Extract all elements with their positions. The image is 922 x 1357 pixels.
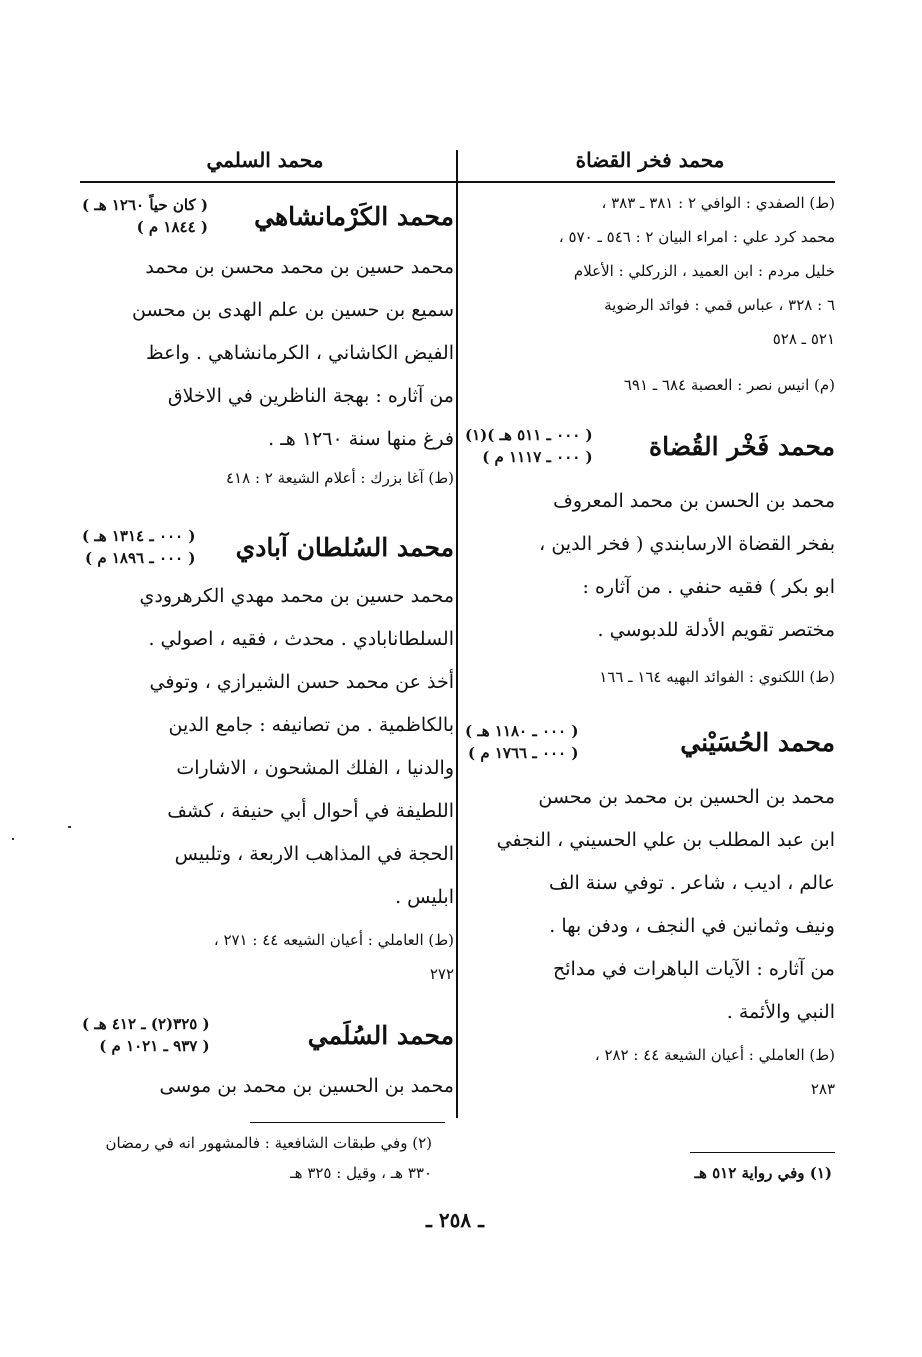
entry-dates <box>82 194 208 238</box>
column-divider <box>456 150 458 1118</box>
footnote-rule-right <box>690 1152 835 1153</box>
dates-hijri: ( ٠٠٠ ـ ٥١١ هـ )(١) <box>465 426 593 444</box>
entry-name: محمد الكَرْمانشاهي <box>254 201 454 231</box>
source-line: (ط) اللكنوي : الفوائد البهيه ١٦٤ ـ ١٦٦ <box>599 668 835 686</box>
dates-hijri: ( كان حياً ١٢٦٠ هـ ) <box>82 196 208 214</box>
source-line: (ط) آغا بزرك : أعلام الشيعة ٢ : ٤١٨ <box>226 469 454 487</box>
entry-dates <box>82 525 195 569</box>
body-line: والدنيا ، الفلك المشحون ، الاشارات <box>176 757 454 779</box>
entry-heading <box>82 525 454 569</box>
body-line: ابن عبد المطلب بن علي الحسيني ، النجفي <box>496 829 835 851</box>
entry-heading <box>82 1013 454 1057</box>
source-line: ٥٢١ ـ ٥٢٨ <box>772 330 835 348</box>
body-line: محمد بن الحسين بن محمد بن موسى <box>159 1075 454 1097</box>
body-line: من آثاره : بهجة الناظرين في الاخلاق <box>167 385 454 407</box>
footnote-line: (٢) وفي طبقات الشافعية : فالمشهور انه في رمضان <box>105 1134 432 1152</box>
entry-dates <box>465 424 593 468</box>
source-line: (م) انيس نصر : العصبة ٦٨٤ ـ ٦٩١ <box>623 376 835 394</box>
dates-gregorian: ( ٩٣٧ ـ ١٠٢١ م ) <box>99 1037 210 1055</box>
body-line: ونيف وثمانين في النجف ، ودفن بها . <box>549 915 835 937</box>
source-line: خليل مردم : ابن العميد ، الزركلي : الأعلام <box>573 262 835 280</box>
entry-dates <box>82 1013 210 1057</box>
entry-heading <box>82 194 454 238</box>
dates-hijri: ( ٠٠٠ ـ ١١٨٠ هـ ) <box>465 722 579 740</box>
footnote-right: (١) وفي رواية ٥١٢ هـ <box>694 1164 832 1182</box>
dates-hijri: ( ٠٠٠ ـ ١٣١٤ هـ ) <box>82 527 196 545</box>
source-line: ٢٨٣ <box>810 1080 835 1098</box>
body-line: بالكاظمية . من تصانيفه : جامع الدين <box>168 714 454 736</box>
entry-name: محمد السُلطان آبادي <box>235 532 454 562</box>
body-line: من آثاره : الآيات الباهرات في مدائح <box>552 958 835 980</box>
source-line: (ط) العاملي : أعيان الشيعة ٤٤ : ٢٨٢ ، <box>594 1046 835 1064</box>
right-column <box>465 186 835 1106</box>
dates-gregorian: ( ٠٠٠ ـ ١٨٩٦ م ) <box>85 549 196 567</box>
source-line: ٢٧٢ <box>429 965 454 983</box>
body-line: محمد حسين بن محمد محسن بن محمد <box>145 256 454 278</box>
body-line: محمد بن الحسين بن محمد بن محسن <box>538 786 835 808</box>
footnote-line: ٣٣٠ هـ ، وقيل : ٣٢٥ هـ <box>290 1164 432 1182</box>
body-line: محمد بن الحسن بن محمد المعروف <box>553 490 835 512</box>
print-speck <box>68 826 71 828</box>
entry-name: محمد الحُسَيْني <box>680 727 835 757</box>
body-line: مختصر تقويم الأدلة للدبوسي . <box>597 619 835 641</box>
body-line: أخذ عن محمد حسن الشيرازي ، وتوفي <box>149 671 454 693</box>
body-line: الحجة في المذاهب الاربعة ، وتلبيس <box>174 843 454 865</box>
body-line: اللطيفة في أحوال أبي حنيفة ، كشف <box>167 800 454 822</box>
body-line: سميع بن حسين بن علم الهدى بن محسن <box>132 299 454 321</box>
source-line: ٦ : ٣٢٨ ، عباس قمي : فوائد الرضوية <box>604 296 835 314</box>
source-line: (ط) العاملي : أعيان الشيعه ٤٤ : ٢٧١ ، <box>213 931 454 949</box>
page-number: ـ ٢٥٨ ـ <box>426 1208 484 1232</box>
running-header-right: محمد فخر القضاة <box>575 148 725 172</box>
source-line: (ط) الصفدي : الوافي ٢ : ٣٨١ ـ ٣٨٣ ، <box>601 194 835 212</box>
entry-name: محمد فَخْر القُضاة <box>649 431 835 461</box>
running-header-left: محمد السلمي <box>206 148 324 172</box>
left-column <box>82 186 454 1108</box>
dates-hijri: ( ٣٢٥(٢) ـ ٤١٢ هـ ) <box>82 1015 210 1033</box>
body-line: السلطانابادي . محدث ، فقيه ، اصولي . <box>148 628 454 650</box>
entry-dates <box>465 720 578 764</box>
entry-heading <box>465 424 835 468</box>
dates-gregorian: ( ١٨٤٤ م ) <box>136 218 208 236</box>
body-line: عالم ، اديب ، شاعر . توفي سنة الف <box>549 872 835 894</box>
dates-gregorian: ( ٠٠٠ ـ ١٧٦٦ م ) <box>468 744 579 762</box>
body-line: بفخر القضاة الارسابندي ( فخر الدين ، <box>539 533 835 555</box>
body-line: فرغ منها سنة ١٢٦٠ هـ . <box>268 428 454 450</box>
body-line: محمد حسين بن محمد مهدي الكرهرودي <box>139 585 454 607</box>
print-speck <box>12 838 14 840</box>
footnote-left <box>82 1128 432 1188</box>
entry-name: محمد السُلَمي <box>307 1020 454 1050</box>
dates-gregorian: ( ٠٠٠ ـ ١١١٧ م ) <box>482 448 593 466</box>
source-line: محمد كرد علي : امراء البيان ٢ : ٥٤٦ ـ ٥٧٠ ، <box>558 228 835 246</box>
footnote-rule-left <box>250 1122 445 1123</box>
body-line: النبي والأئمة . <box>726 1001 835 1023</box>
body-line: الفيض الكاشاني ، الكرمانشاهي . واعظ <box>146 342 454 364</box>
body-line: ابو بكر ) فقيه حنفي . من آثاره : <box>582 576 835 598</box>
entry-heading <box>465 720 835 764</box>
body-line: ابليس . <box>395 886 454 908</box>
